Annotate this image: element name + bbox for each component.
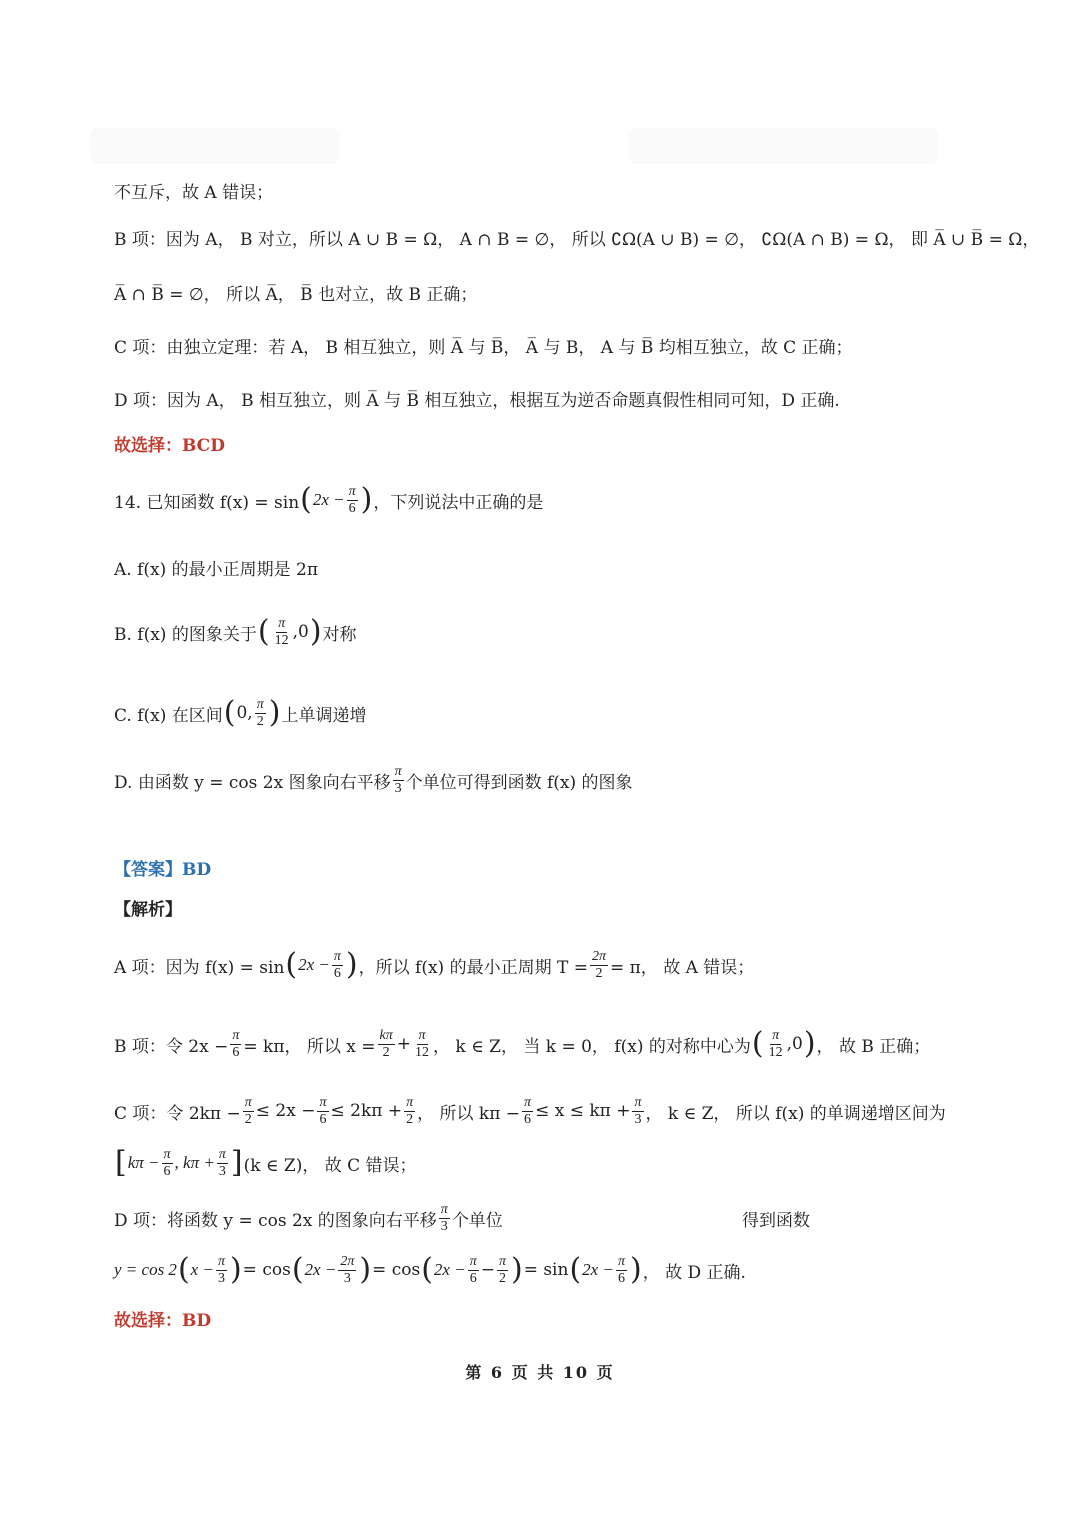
solution-d-right: 得到函数 (742, 1210, 810, 1231)
fraction: $\frac{\pi}{12}$ (415, 1027, 430, 1060)
fraction: $\frac{\pi}{3}$ (440, 1201, 448, 1234)
solution-a: A 项：因为 f(x) = sin ( 2x − $\frac{\pi}{6}$ ) ，所以 f(x) 的最小正周期 T = $\frac{2\pi}{2}$ = π， 故 A 错误； (114, 947, 755, 982)
solution-c-interval: [ kπ − $\frac{\pi}{6}$ , kπ + $\frac{\pi}{3}$ ] (k ∈ Z)， 故 C 错误； (115, 1145, 417, 1180)
option-b: B. f(x) 的图象关于 ( $\frac{\pi}{12}$ ,0 ) 对称 (114, 614, 357, 649)
answer-label: 【答案】BD (114, 859, 212, 880)
text-line: C 项：由独立定理：若 A， B 相互独立，则 A̅ 与 B̅， A̅ 与 B， A 与 B̅ 均相互独立，故 C 正确； (114, 337, 853, 358)
text-line: A̅ ∩ B̅ = ∅， 所以 A̅， B̅ 也对立，故 B 正确； (114, 284, 478, 305)
scan-smudge (90, 128, 340, 164)
text-line: B 项：因为 A， B 对立，所以 A ∪ B = Ω， A ∩ B = ∅， 所以 ∁Ω(A ∪ B) = ∅， ∁Ω(A ∩ B) = Ω， 即 A̅ ∪ B̅ = Ω， (114, 229, 1040, 250)
fraction: $\frac{\pi}{6}$ (319, 1094, 327, 1127)
fraction: $\frac{\pi}{3}$ (394, 763, 402, 796)
fraction: $\frac{\pi}{3}$ (218, 1146, 226, 1179)
fraction: $\frac{\pi}{6}$ (163, 1146, 171, 1179)
fraction: $\frac{\pi}{12}$ (768, 1027, 783, 1060)
fraction: $\frac{\pi}{3}$ (217, 1253, 225, 1286)
solution-b: B 项：令 2x − $\frac{\pi}{6}$ = kπ， 所以 x = $\frac{k\pi}{2}$ + $\frac{\pi}{12}$ ， k ∈ Z， 当 k = 0， f(x) 的对称中心为 ( $\frac{\pi}{12}$ ,0 ) ， 故 B 正确； (114, 1026, 931, 1061)
fraction: $\frac{\pi}{2}$ (256, 696, 264, 729)
fraction: $\frac{\pi}{12}$ (274, 615, 289, 648)
fraction: $\frac{\pi}{2}$ (406, 1094, 414, 1127)
fraction: $\frac{\pi}{6}$ (469, 1253, 477, 1286)
fraction: $\frac{\pi}{6}$ (232, 1027, 240, 1060)
fraction: $\frac{2\pi}{3}$ (340, 1253, 355, 1286)
answer-choice-line: 故选择：BCD (114, 435, 225, 456)
fraction: $\frac{\pi}{6}$ (333, 948, 341, 981)
solution-d-equation: y = cos 2 ( x − $\frac{\pi}{3}$ ) = cos ( 2x − $\frac{2\pi}{3}$ ) = cos ( 2x − $\frac{\pi}{6}$ − $\frac{\pi}{2}$ ) = sin ( 2x − $\frac{\pi}{6}$ ) ， 故 D 正确. (114, 1252, 746, 1287)
fraction: $\frac{k\pi}{2}$ (379, 1027, 393, 1060)
fraction: $\frac{\pi}{3}$ (634, 1094, 642, 1127)
final-answer: 故选择：BD (114, 1310, 212, 1331)
solution-d: D 项：将函数 y = cos 2x 的图象向右平移 $\frac{\pi}{3}$ 个单位 (114, 1201, 503, 1234)
fraction: $\frac{\pi}{6}$ (348, 483, 356, 516)
text-line: D 项：因为 A， B 相互独立，则 A̅ 与 B̅ 相互独立，根据互为逆否命题真假性相同可知，D 正确. (114, 390, 840, 411)
scan-smudge (628, 128, 938, 164)
page-footer: 第 6 页 共 10 页 (465, 1363, 615, 1382)
fraction: $\frac{\pi}{2}$ (244, 1094, 252, 1127)
option-d: D. 由函数 y = cos 2x 图象向右平移 $\frac{\pi}{3}$ 个单位可得到函数 f(x) 的图象 (114, 763, 633, 796)
analysis-label: 【解析】 (114, 899, 182, 920)
option-c: C. f(x) 在区间 ( 0, $\frac{\pi}{2}$ ) 上单调递增 (114, 695, 367, 730)
fraction: $\frac{\pi}{6}$ (524, 1094, 532, 1127)
fraction: $\frac{\pi}{6}$ (617, 1253, 625, 1286)
solution-c: C 项：令 2kπ − $\frac{\pi}{2}$ ≤ 2x − $\frac{\pi}{6}$ ≤ 2kπ + $\frac{\pi}{2}$ ， 所以 kπ − $\frac{\pi}{6}$ ≤ x ≤ kπ + $\frac{\pi}{3}$ ， k ∈ Z， 所以 f(x) 的单调递增区间为 (114, 1094, 946, 1127)
text-line: 不互斥，故 A 错误； (114, 182, 274, 203)
option-a: A. f(x) 的最小正周期是 2π (114, 559, 319, 580)
fraction: $\frac{\pi}{2}$ (498, 1253, 506, 1286)
fraction: $\frac{2\pi}{2}$ (591, 948, 606, 981)
question-14: 14. 已知函数 f(x) = sin ( 2x − $\frac{\pi}{6}$ ) ，下列说法中正确的是 (114, 482, 544, 517)
